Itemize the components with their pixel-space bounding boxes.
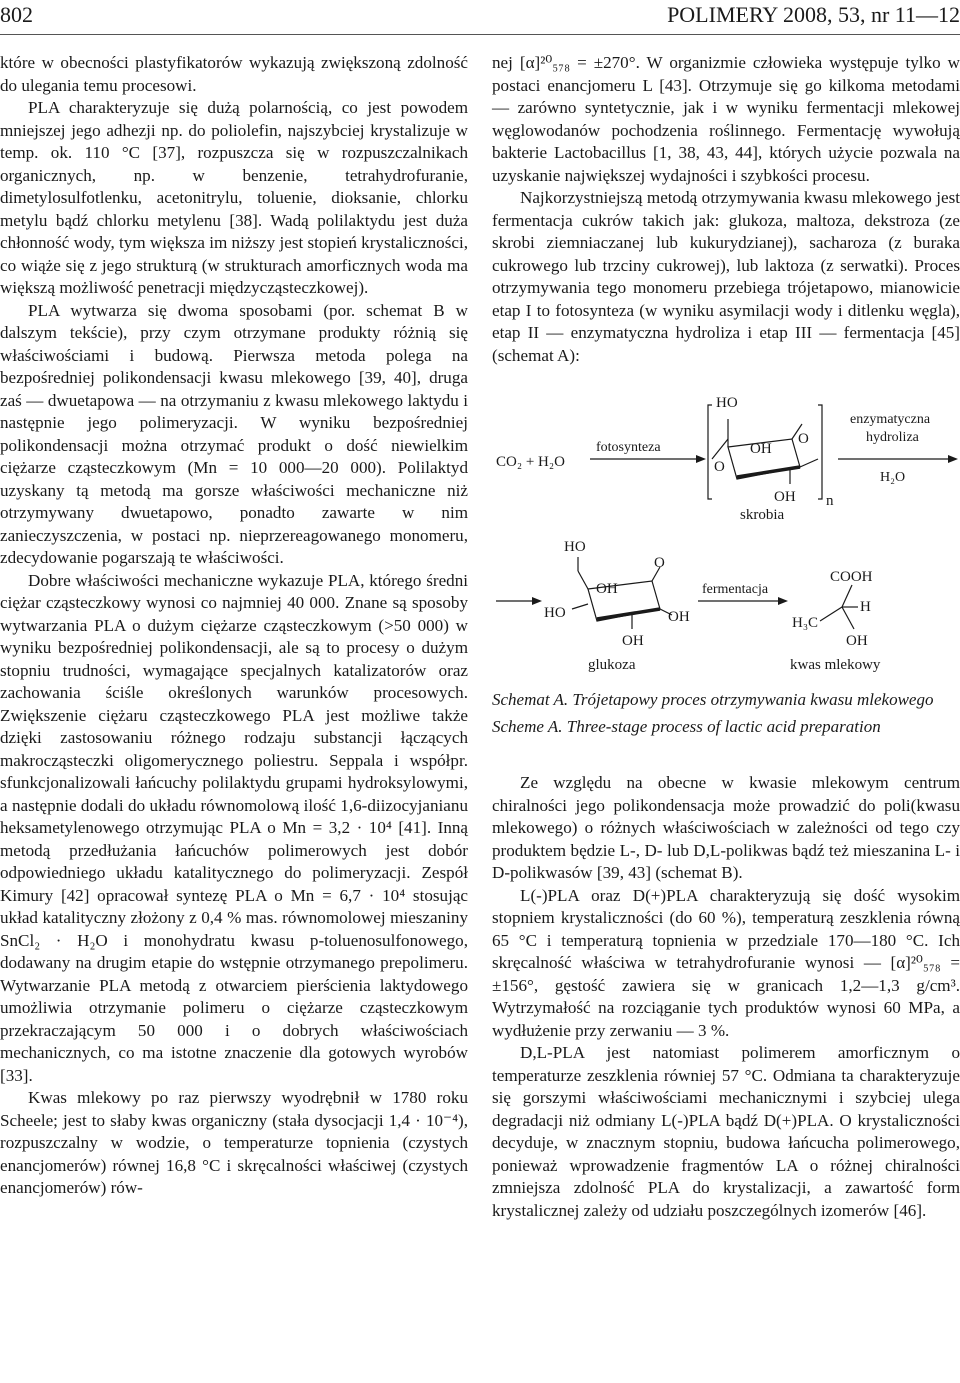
atom-label: HO [716, 395, 738, 411]
bond [842, 607, 854, 629]
paragraph: Dobre właściwości mechaniczne wykazuje PLA, którego średni ciężar cząsteczkowy wynosi co najmniej 40 000. Znane są sposoby wytwarzania PLA o dużym ciężarze cząsteczkowym (>50 000) w wyniku bezpośredniej polikondensacji, ale są to procesy o dużym stopniu trudności, wymagające specjalnych katalizatorów oraz zachowania ściśle określonych warunków procesowych. Zwiększenie ciężaru cząsteczkowego PLA jest możliwe także dzięki zastosowaniu różnego rodzaju substancji łączących makrocząsteczki oligomerycznego poliestru. Seppala i współpr. sfunkcjonalizowali łańcuchy polilaktydu grupami hydroksylowymi, a następnie dodali do układu równomolową ilość 1,6-diizocyjanianu heksametylenowego otrzymując PLA o Mn = 3,2 · 10⁴ [41]. Inną metodą przedłużania łańcuchów polimerowych jest dobór odpowiedniego układu katalitycznego do polimeryzacji. Zespół Kimury [42] opracował syntezę PLA o Mn = 6,7 · 10⁴ stosując układ katalityczny złożony z 0,4 % mas. równomolowej mieszaniny SnCl₂ · H₂O i monohydratu kwasu p-toluenosulfonowego, dodawany na drugim etapie do wstępnie otrzymanego prepolimeru. Wytwarzanie PLA metodą z otwarciem pierścienia laktydowego umożliwia otrzymanie polimeru o ciężarze cząsteczkowym przekraczającym 50 000 i o dobrych właściwościach mechanicznych, co ma istotne znaczenie dla gotowych wyrobów [33]. [0, 570, 468, 1085]
bond [578, 571, 588, 589]
paragraph: PLA charakteryzuje się dużą polarnością, co jest powodem mniejszej jego adhezji np. do poliolefin, najszybciej krystalizuje w temp. ok. 110 °C [37], rozpuszcza się w rozpuszczalnikach organicznych, np. w benzenie, tetrahydrofuranie, dimetylosulfotlenku, acetonitrylu, toluenie, dioksanie, chlorku metylu bądź chlorku metylenu [38]. Wadą polilaktydu jest duża chłonność wody, tym większa im niższy jest stopień krystaliczności, co wiąże się z jego strukturą (w strukturach amorficznych woda ma większą możliwość penetracji międzycząsteczkowej). [0, 98, 468, 297]
paragraph: Kwas mlekowy po raz pierwszy wyodrębnił w 1780 roku Scheele; jest to słaby kwas organiczny (stała dysocjacji 1,4 · 10⁻⁴), rozpuszczalny w wodzie, o temperaturze topnienia (czystych enancjomerów) równej 16,8 °C i skręcalności właściwej (czystych enancjomerów) rów- [0, 1088, 468, 1197]
scheme-a-drawing [492, 389, 960, 679]
paragraph: PLA wytwarza się dwoma sposobami (por. schemat B w dalszym tekście), przy czym otrzymane produkty różnią się właściwościami i budową. Pierwsza metoda polega na bezpośredniej polikondensacji kwasu mlekowego [39, 40], druga zaś — dwuetapowa — na otrzymaniu z kwasu mlekowego laktydu i następnie jego polimeryzacji. W wyniku bezpośredniej polikondensacji można otrzymać produkt o dość niewielkim ciężarze cząsteczkowym (Mn = 10 000—20 000). Polilaktyd uzyskany tą metodą ma gorsze właściwości mechaniczne niż otrzymywany dwuetapowo, ponadto zawarte w nim zanieczyszczenia, w postaci np. nieprzereagowanego monomeru, zdecydowanie pogarszają te właściwości. [0, 300, 468, 567]
arrow-hydrolysis-label-1: enzymatyczna [850, 412, 931, 427]
arrowhead [532, 597, 542, 605]
starch-label: skrobia [740, 507, 785, 523]
paragraph: które w obecności plastyfikatorów wykazują zwiększoną zdolność do ulegania temu procesowi. [0, 53, 468, 95]
arrowhead [778, 597, 788, 605]
bond [842, 585, 852, 607]
right-column [492, 52, 960, 1222]
arrow-fermentation-label: fermentacja [702, 582, 769, 597]
bracket-right [818, 405, 822, 499]
atom-label: OH [596, 581, 618, 597]
reactants-label: CO₂ + H₂O [496, 454, 565, 470]
atom-label: HO [564, 539, 586, 555]
arrow-photosynthesis-label: fotosynteza [596, 440, 661, 455]
arrowhead [948, 455, 958, 463]
ring-bond-bold [597, 609, 660, 619]
atom-label: OH [622, 633, 644, 649]
caption-en: Scheme A. Three-stage process of lactic acid preparation [492, 716, 881, 736]
atom-label: OH [846, 633, 868, 649]
arrow-hydrolysis-label-3: H₂O [880, 470, 906, 485]
paragraph: L(-)PLA oraz D(+)PLA charakteryzują się dość wysokim stopniem krystaliczności (do 60 %), temperaturą zeszklenia równą 65 °C i temperaturą topnienia w przedziale 170—180 °C. Ich skręcalność właściwa w tetrahydrofuranie wynosi — [α]²⁰₅₇₈ = ±156°, gęstość zawiera się w granicach 1,2—1,3 g/cm³. Wytrzymałość na rozciąganie tych produktów wynosi 60 MPa, a wydłużenie przy zerwaniu — 3 %. [492, 885, 960, 1040]
atom-label: HO [544, 605, 566, 621]
journal-title: POLIMERY 2008, 53, nr 11—12 [667, 2, 960, 27]
atom-label: O [714, 459, 725, 475]
page-number: 802 [0, 2, 33, 27]
caption-pl: Schemat A. Trójetapowy proces otrzymywania kwasu mlekowego [492, 690, 934, 709]
paragraph: D,L-PLA jest natomiast polimerem amorficznym o temperaturze zeszklenia równiej 57 °C. Odmiana ta charakteryzuje się gorszymi właściwościami mechanicznymi i szybciej ulega degradacji niż odmiany L(-)PLA bądź D(+)PLA. O krystaliczności decyduje, w znacznym stopniu, budowa łańcucha polimerowego, ponieważ wprowadzenie fragmentów LA o różnej chiralności zmniejsza zdolność PLA do krystalizacji, a zawartość form krystalicznej zależy od udziału poszczególnych izomerów [46]. [492, 1043, 960, 1220]
glucose-label: glukoza [588, 657, 636, 673]
repeat-index: n [826, 493, 834, 509]
paragraph: nej [α]²⁰₅₇₈ = ±270°. W organizmie człowieka występuje tylko w postaci enancjomeru L [43]. Otrzymuje się go kilkoma metodami — zarówno syntetycznie, jak i w wyniku fermentacji mlekowej węglowodanów pochodzenia roślinnego. Fermentację wywołują bakterie Lactobacillus [1, 38, 43, 44], których użycie pozwala na uzyskanie największej wydajności i szybkości procesu. [492, 53, 960, 185]
lactic-acid-label: kwas mlekowy [790, 657, 881, 673]
paragraph: Ze względu na obecne w kwasie mlekowym centrum chiralności jego polikondensacja może prowadzić do poli(kwasu mlekowego) o różnych właściwościach w zależności od tego czy produktem będzie L-, D- lub D,L-polikwas bądź też mieszanina L- i D-polikwasów [39, 43] (schemat B). [492, 773, 960, 882]
bond [572, 604, 588, 609]
atom-label: O [798, 431, 809, 447]
bond [712, 439, 728, 459]
atom-label: OH [774, 489, 796, 505]
atom-label: H [860, 599, 871, 615]
bracket-left [708, 405, 712, 499]
bond [820, 607, 842, 621]
atom-label: OH [668, 609, 690, 625]
bond [800, 459, 818, 467]
spacer [492, 738, 960, 772]
left-column [0, 52, 468, 1200]
arrowhead [696, 455, 706, 463]
atom-label: OH [750, 441, 772, 457]
atom-label: COOH [830, 569, 873, 585]
running-header [0, 0, 960, 36]
scheme-a [492, 389, 960, 679]
atom-label: O [654, 555, 665, 571]
arrow-hydrolysis-label-2: hydroliza [866, 430, 919, 445]
atom-label: H₃C [792, 615, 819, 631]
paragraph: Najkorzystniejszą metodą otrzymywania kwasu mlekowego jest fermentacja cukrów takich jak: glukoza, maltoza, dekstroza (ze skrobi ziemniaczanej lub kukurydzianej), sacharoza (z buraka cukrowego lub trzciny cukrowej), lub laktoza (z serwatki). Proces otrzymywania tego monomeru przebiega trójetapowo, mianowicie etap I to fotosynteza (w wyniku asymilacji wody i ditlenku węgla), etap II — enzymatyczna hydroliza i etap III — fermentacja [45] (schemat A): [492, 188, 960, 365]
header-rule [0, 34, 960, 35]
